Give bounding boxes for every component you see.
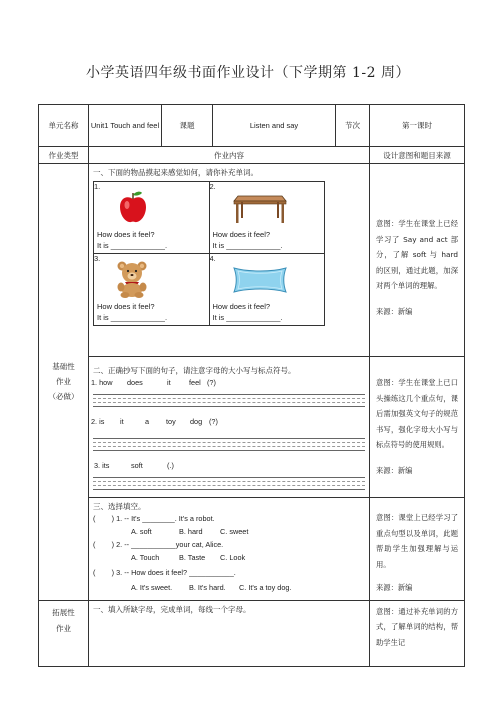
choice-options-3: A. It's sweet. B. It's hard. C. It's a toy dog.: [131, 583, 292, 592]
section-2-intent: [370, 357, 465, 498]
choice-question-3: ( ) 3. -- How does it feel? ___________.: [93, 568, 236, 577]
choice-question-2: ( ) 2. -- ___________your cat, Alice.: [93, 540, 224, 549]
section-1-heading: 一、下面的物品摸起来感觉如何，请你补充单词。: [93, 168, 258, 177]
writing-lines-1[interactable]: [93, 394, 365, 407]
unit-name-label: 单元名称: [39, 105, 89, 147]
question-1: How does it feel?: [97, 230, 155, 239]
extended-section: [89, 600, 370, 666]
question-4: How does it feel?: [212, 302, 271, 311]
section-1: [89, 164, 370, 357]
writing-lines-3[interactable]: [93, 477, 365, 490]
section-2-note: 意图：学生在课堂上已口头操练这几个重点句，课后需加强英文句子的规范书写，强化字母大小写与标点符号的使用规则。: [376, 378, 458, 449]
page-title: 小学英语四年级书面作业设计（下学期第 1-2 周）: [86, 65, 410, 81]
apple-icon: [118, 190, 148, 224]
section-2: [89, 357, 370, 498]
picture-item-2: 2. How does it feel? It is _____________.: [209, 182, 325, 254]
basic-type-label: 基础性 作业 （必做）: [39, 164, 89, 601]
period-value: 第一课时: [370, 105, 465, 147]
question-2: How does it feel?: [212, 230, 271, 239]
section-1-source: 来源：新编: [376, 306, 413, 316]
topic-label: 课题: [162, 105, 213, 147]
answer-blank-4[interactable]: It is _____________.: [212, 313, 283, 322]
period-label: 节次: [336, 105, 370, 147]
copy-sentence-1: 1. how does it feel (?): [91, 378, 216, 387]
picture-grid: [93, 181, 325, 326]
question-3: How does it feel?: [97, 302, 155, 311]
picture-item-4: 4. How does it feel? It is _____________.: [209, 254, 325, 326]
section-3: [89, 498, 370, 601]
section-3-intent: [370, 498, 465, 601]
unit-name-value: Unit1 Touch and feel: [89, 105, 162, 147]
intent-header: 设计意图和题目来源: [370, 147, 465, 164]
answer-blank-2[interactable]: It is _____________.: [212, 241, 283, 250]
section-2-heading: 二、正确抄写下面的句子，请注意字母的大小写与标点符号。: [93, 366, 296, 375]
teddy-bear-icon: [114, 260, 150, 298]
extended-note: 意图：通过补充单词的方式，了解单词的结构，帮助学生记: [376, 606, 458, 647]
copy-sentence-3: 3. its soft (.): [94, 461, 174, 470]
copy-sentence-2: 2. is it a toy dog (?): [91, 417, 218, 426]
extended-heading: 一、填入所缺字母，完成单词，每线一个字母。: [93, 604, 251, 614]
pillow-icon: [230, 264, 290, 296]
answer-blank-3[interactable]: It is _____________.: [97, 313, 168, 322]
homework-table: [38, 104, 465, 667]
type-header: 作业类型: [39, 147, 89, 164]
content-header: 作业内容: [89, 147, 370, 164]
extended-type-label: 拓展性 作业: [39, 600, 89, 666]
section-2-source: 来源：新编: [376, 465, 413, 475]
section-1-intent: [370, 164, 465, 357]
picture-item-1: 1. How does it feel? It is _____________.: [94, 182, 210, 254]
choice-question-1: ( ) 1. -- It's ________. It's a robot.: [93, 514, 215, 523]
choice-options-2: A. Touch B. Taste C. Look: [131, 553, 246, 562]
writing-lines-2[interactable]: [93, 438, 365, 451]
section-3-source: 来源：新编: [376, 583, 413, 592]
choice-options-1: A. soft B. hard C. sweet: [131, 527, 249, 536]
picture-item-3: 3. How does it feel? It is _____________.: [94, 254, 210, 326]
section-3-heading: 三、选择填空。: [93, 502, 146, 511]
section-1-note: 意图：学生在课堂上已经学习了 Say and act 部分，了解 soft 与 hard 的区别，通过此题，加深对两个单词的理解。: [376, 219, 458, 290]
topic-value: Listen and say: [213, 105, 336, 147]
answer-blank-1[interactable]: It is _____________.: [97, 241, 168, 250]
section-3-note: 意图：课堂上已经学习了重点句型以及单词，此题帮助学生加强理解与运用。: [376, 513, 458, 569]
extended-intent: [370, 600, 465, 666]
table-icon: [232, 190, 288, 224]
